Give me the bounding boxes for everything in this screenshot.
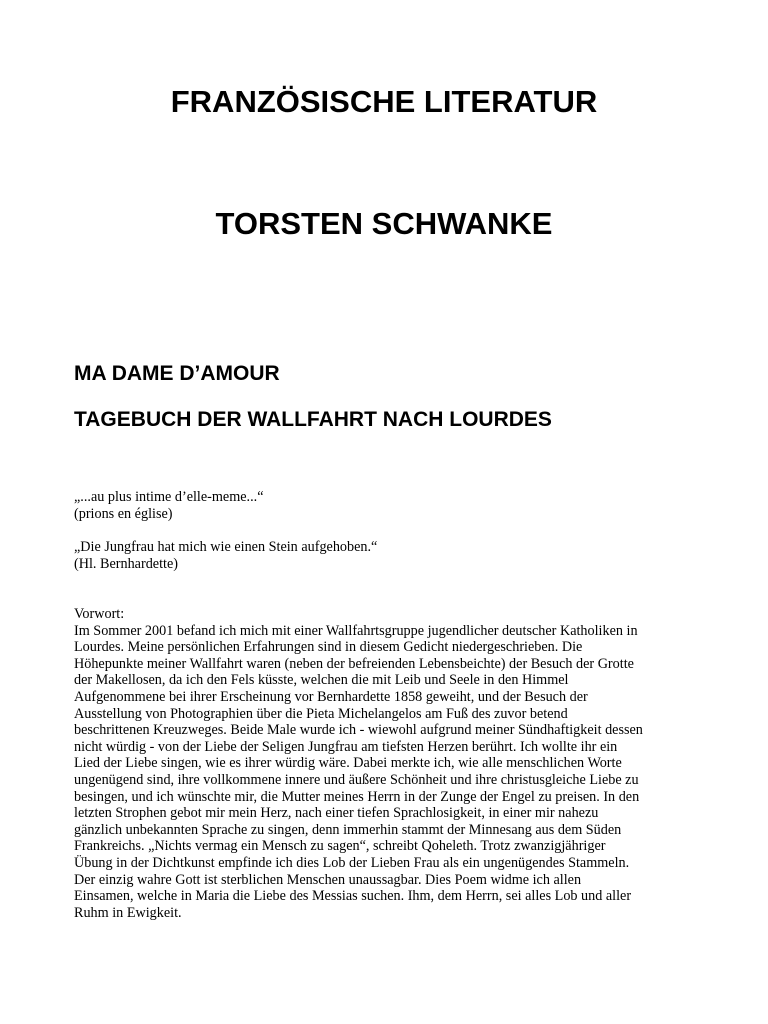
epigraph-quote: „Die Jungfrau hat mich wie einen Stein aufgehoben.“ xyxy=(74,539,378,555)
foreword-line: Im Sommer 2001 befand ich mich mit einer Wallfahrtsgruppe jugendlicher deutscher Katholiken in xyxy=(74,622,638,639)
foreword xyxy=(74,606,704,921)
foreword-line: Einsamen, welche in Maria die Liebe des Messias suchen. Ihm, dem Herrn, sei alles Lob und aller xyxy=(74,888,632,905)
epigraph-source: (prions en église) xyxy=(74,505,173,522)
epigraph-2 xyxy=(74,539,704,572)
foreword-line: letzten Strophen gebot mir mein Herz, nach einer tiefen Sprachlosigkeit, in einer mir nahezu xyxy=(74,805,599,822)
foreword-line: Der einzig wahre Gott ist sterblichen Menschen unaussagbar. Dies Poem widme ich allen xyxy=(74,871,582,888)
foreword-line: ungenügend sind, ihre vollkommene innere und äußere Schönheit und ihre christusgleiche Liebe zu xyxy=(74,771,639,788)
foreword-line: gänzlich unbekannten Sprache zu singen, denn immerhin stammt der Minnesang aus dem Süden xyxy=(74,821,622,838)
foreword-line: Übung in der Dichtkunst empfinde ich dies Lob der Lieben Frau als ein ungenügendes Stammeln. xyxy=(74,854,630,871)
foreword-line: beschrittenen Kreuzweges. Beide Male wurde ich - wiewohl aufgrund meiner Sündhaftigkeit dessen xyxy=(74,722,643,739)
epigraph-quote: „...au plus intime d’elle-meme...“ xyxy=(74,489,264,505)
foreword-line: nicht würdig - von der Liebe der Seligen Jungfrau am tiefsten Herzen berührt. Ich wollte ihr ein xyxy=(74,738,618,755)
foreword-line: Frankreichs. „Nichts vermag ein Mensch zu sagen“, schreibt Qoheleth. Trotz zwanzigjähriger xyxy=(74,838,606,855)
foreword-line: Aufgenommene bei ihrer Erscheinung vor Bernhardette 1858 geweiht, und der Besuch der xyxy=(74,688,588,705)
foreword-line: Ruhm in Ewigkeit. xyxy=(74,904,182,921)
foreword-label: Vorwort: xyxy=(74,606,125,622)
foreword-line: Ausstellung von Photographien über die Pieta Michelangelos am Fuß des zuvor betend xyxy=(74,705,568,722)
epigraph-source: (Hl. Bernhardette) xyxy=(74,555,178,572)
section-heading-title: MA DAME D’AMOUR xyxy=(74,362,280,385)
epigraph-1 xyxy=(74,489,704,522)
foreword-line: Lourdes. Meine persönlichen Erfahrungen sind in diesem Gedicht niedergeschrieben. Die xyxy=(74,639,583,656)
section-heading-subtitle: TAGEBUCH DER WALLFAHRT NACH LOURDES xyxy=(74,408,552,431)
foreword-line: der Makellosen, da ich den Fels küsste, welchen die mit Leib und Seele in den Himmel xyxy=(74,672,569,689)
author-name: TORSTEN SCHWANKE xyxy=(215,206,553,241)
document-title: FRANZÖSISCHE LITERATUR xyxy=(170,84,598,119)
foreword-line: besingen, und ich wünschte mir, die Mutter meines Herrn in der Zunge der Engel zu preisen. In den xyxy=(74,788,640,805)
foreword-line: Lied der Liebe singen, wie es ihrer würdig wäre. Dabei merkte ich, wie alle menschlichen Worte xyxy=(74,755,622,772)
foreword-line: Höhepunkte meiner Wallfahrt waren (neben der befreienden Lebensbeichte) der Besuch der Grotte xyxy=(74,655,634,672)
